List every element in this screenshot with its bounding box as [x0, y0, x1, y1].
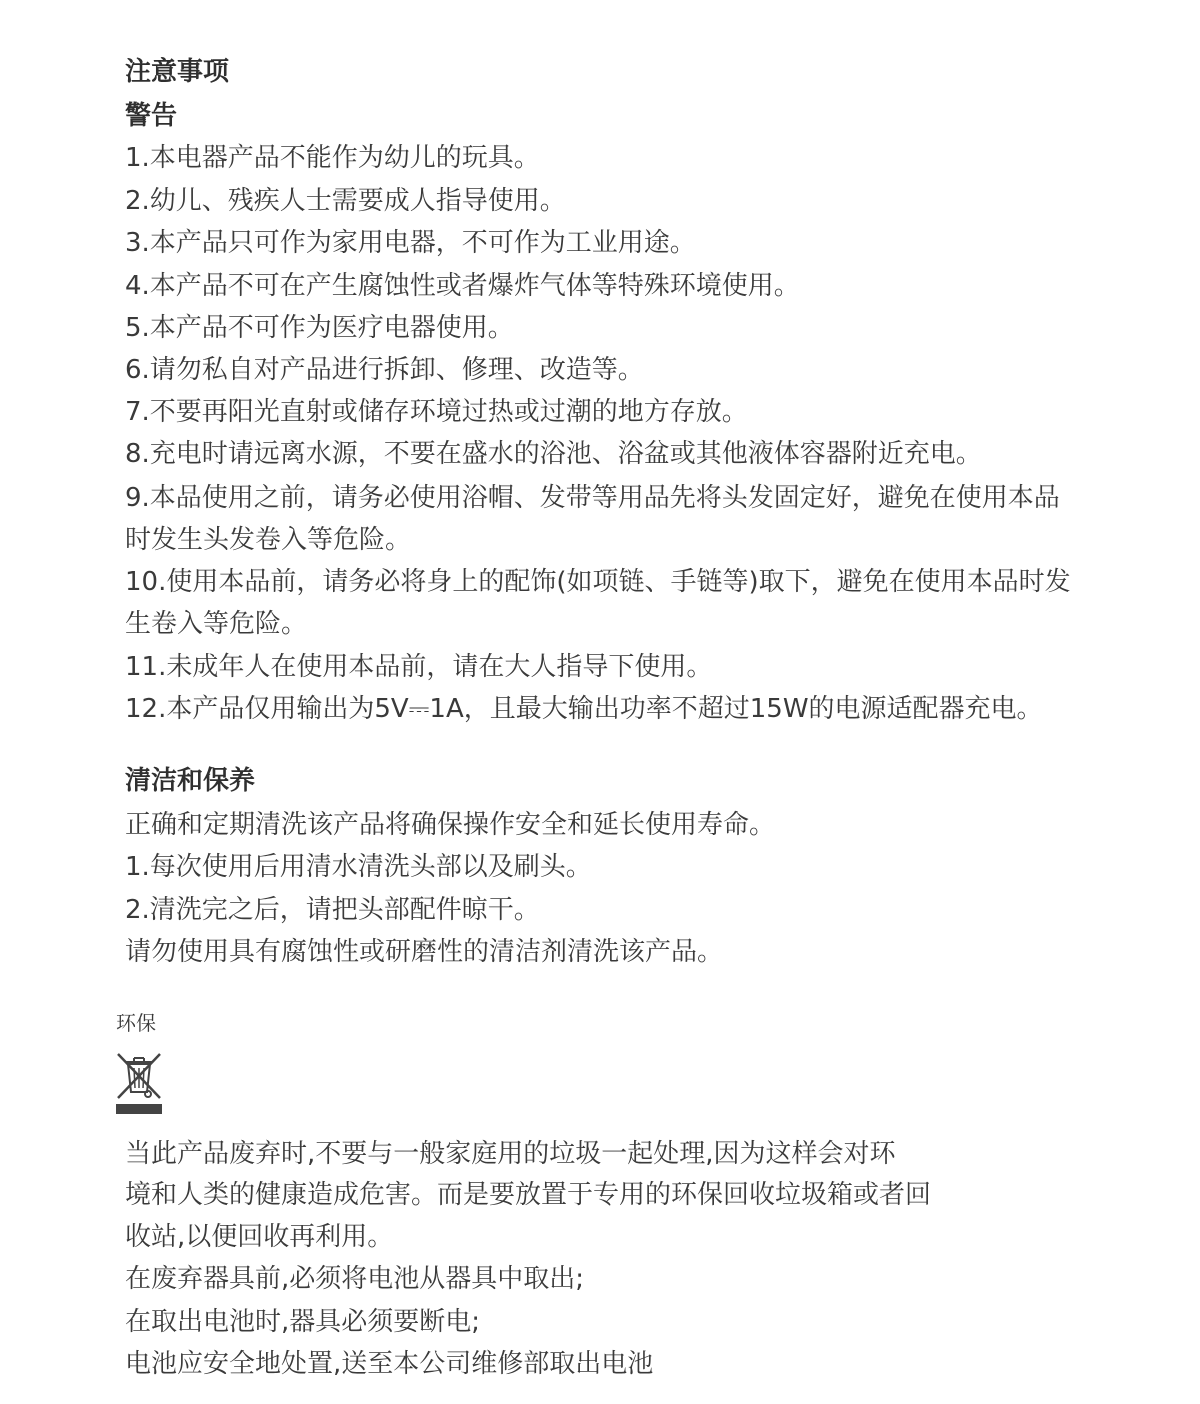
cleaning-title: 清洁和保养 [125, 766, 256, 796]
environment-line: 当此产品废弃时,不要与一般家庭用的垃圾一起处理,因为这样会对环 [125, 1139, 896, 1169]
warning-item: 9.本品使用之前，请务必使用浴帽、发带等用品先将头发固定好，避免在使用本品 [125, 483, 1060, 513]
warning-item: 1.本电器产品不能作为幼儿的玩具。 [125, 143, 540, 173]
warning-item: 12.本产品仅用输出为5V⎓1A，且最大输出功率不超过15W的电源适配器充电。 [125, 694, 1043, 724]
warning-item: 7.不要再阳光直射或储存环境过热或过潮的地方存放。 [125, 397, 748, 427]
warning-title: 警告 [125, 101, 178, 131]
cleaning-line: 2.清洗完之后，请把头部配件晾干。 [125, 895, 540, 925]
warning-item: 4.本产品不可在产生腐蚀性或者爆炸气体等特殊环境使用。 [125, 271, 800, 301]
cleaning-line: 正确和定期清洗该产品将确保操作安全和延长使用寿命。 [125, 810, 776, 840]
cleaning-line: 请勿使用具有腐蚀性或研磨性的清洁剂清洗该产品。 [125, 937, 724, 967]
cleaning-line: 1.每次使用后用清水清洗头部以及刷头。 [125, 852, 592, 882]
warning-item: 8.充电时请远离水源，不要在盛水的浴池、浴盆或其他液体容器附近充电。 [125, 439, 982, 469]
environment-line: 境和人类的健康造成危害。而是要放置于专用的环保回收垃圾箱或者回 [125, 1180, 932, 1210]
environment-line: 收站,以便回收再利用。 [125, 1222, 394, 1252]
notes-title: 注意事项 [125, 57, 230, 87]
warning-item: 11.未成年人在使用本品前，请在大人指导下使用。 [125, 652, 713, 682]
warning-item: 2.幼儿、残疾人士需要成人指导使用。 [125, 186, 566, 216]
environment-title: 环保 [116, 1011, 156, 1035]
environment-line: 电池应安全地处置,送至本公司维修部取出电池 [125, 1349, 654, 1379]
warning-item: 6.请勿私自对产品进行拆卸、修理、改造等。 [125, 355, 644, 385]
warning-item-continued: 生卷入等危险。 [125, 609, 308, 639]
warning-item-continued: 时发生头发卷入等危险。 [125, 525, 412, 555]
warning-item: 5.本产品不可作为医疗电器使用。 [125, 313, 514, 343]
crossed-out-wheeled-bin-icon [112, 1050, 166, 1118]
environment-line: 在取出电池时,器具必须要断电; [125, 1307, 481, 1337]
warning-item: 3.本产品只可作为家用电器，不可作为工业用途。 [125, 228, 696, 258]
warning-item: 10.使用本品前，请务必将身上的配饰(如项链、手链等)取下，避免在使用本品时发 [125, 567, 1071, 597]
environment-line: 在废弃器具前,必须将电池从器具中取出; [125, 1264, 585, 1294]
